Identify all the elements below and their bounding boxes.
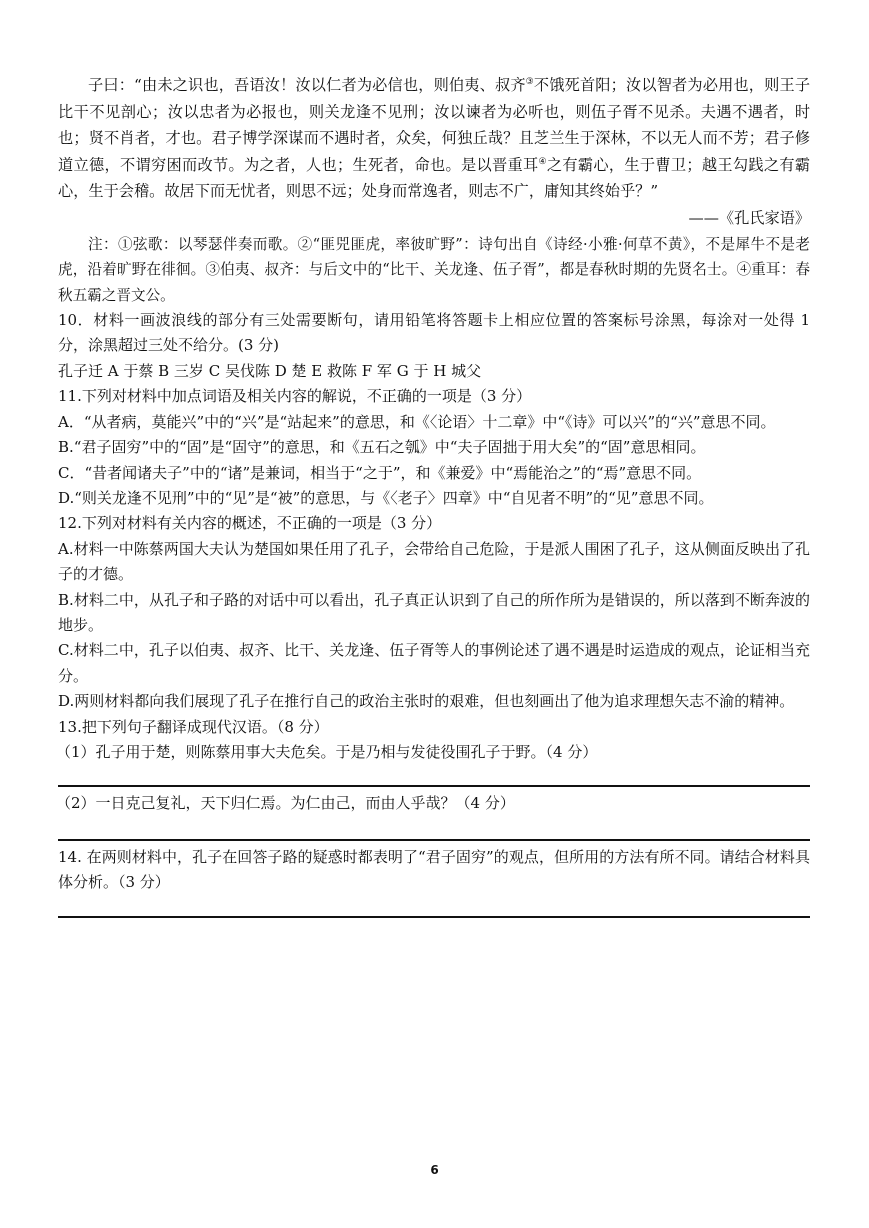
page-number: 6 <box>430 1163 439 1177</box>
footnote-marker-4: ④ <box>538 156 547 167</box>
passage-text-1: 子曰：“由未之识也，吾语汝！汝以仁者为必信也，则伯夷、叔齐 <box>88 76 526 94</box>
question-11: 11.下列对材料中加点词语及相关内容的解说，不正确的一项是（3 分） <box>58 387 532 406</box>
question-13-item-1: （1）孔子用于楚，则陈蔡用事大夫危矣。于是乃相与发徒役围孔子于野。（4 分） <box>56 742 598 761</box>
document-page <box>58 72 810 918</box>
question-11-option-c: C．“昔者闻诸夫子”中的“诸”是兼词，相当于“之于”，和《兼爱》中“焉能治之”的“焉”意思不同。 <box>58 463 702 482</box>
question-13: 13.把下列句子翻译成现代汉语。（8 分） <box>58 717 329 736</box>
question-11-option-a: A．“从者病，莫能兴”中的“兴”是“站起来”的意思，和《〈论语〉十二章》中“《诗》可以兴”的“兴”意思不同。 <box>58 412 776 431</box>
question-12-option-d: D.两则材料都向我们展现了孔子在推行自己的政治主张时的艰难，但也刻画出了他为追求理想矢志不渝的精神。 <box>58 692 795 711</box>
question-12-option-b: B.材料二中，从孔子和子路的对话中可以看出，孔子真正认识到了自己的所作所为是错误的，所以落到不断奔波的地步。 <box>58 590 810 634</box>
answer-line-3 <box>58 916 810 918</box>
question-14: 14. 在两则材料中，孔子在回答子路的疑惑时都表明了“君子固穷”的观点，但所用的方法有所不同。请结合材料具体分析。（3 分） <box>58 847 810 892</box>
question-13-item-2: （2）一日克己复礼，天下归仁焉。为仁由己，而由人乎哉？（4 分） <box>56 794 515 813</box>
question-11-option-d: D.“则关龙逢不见刑”中的“见”是“被”的意思，与《〈老子〉四章》中“自见者不明”的“见”意思不同。 <box>58 488 714 507</box>
passage-text-2: 不饿死首阳；汝以智者为必用也，则王子比干不见剖心；汝以忠者为必报也，则关龙逢不见刑；汝以谏者为必听也，则伍子胥不见杀。夫遇不遇者，时也；贤不肖者，才也。君子博学深谋而不遇时者，众矣，何独丘哉？且芝兰生于深林，不以无人而不芳；君子修道立德，不谓穷困而改节。为之者，人也；生死者，命也。是以晋重耳 <box>58 76 811 174</box>
source-citation: ——《孔氏家语》 <box>688 208 810 227</box>
footnote-marker-3: ③ <box>525 76 534 87</box>
passage-text-3: 之有霸心，生于曹卫；越王勾践之有霸心，生于会稽。故居下而无忧者，则思不远；处身而常逸者，则志不广，庸知其终始乎？” <box>58 155 811 201</box>
question-12-option-c: C.材料二中，孔子以伯夷、叔齐、比干、关龙逢、伍子胥等人的事例论述了遇不遇是时运造成的观点，论证相当充分。 <box>58 641 810 685</box>
question-12: 12.下列对材料有关内容的概述，不正确的一项是（3 分） <box>58 514 442 533</box>
question-10-sentence: 孔子迁 A 于蔡 B 三岁 C 吴伐陈 D 楚 E 救陈 F 军 G 于 H 城父 <box>58 361 482 380</box>
question-11-option-b: B.“君子固穷”中的“固”是“固守”的意思，和《五石之瓠》中“夫子固拙于用大矣”的“固”意思相同。 <box>58 438 706 457</box>
question-12-option-a: A.材料一中陈蔡两国大夫认为楚国如果任用了孔子，会带给自己危险，于是派人围困了孔子，这从侧面反映出了孔子的才德。 <box>58 539 810 584</box>
passage-paragraph <box>58 72 810 205</box>
annotation-notes: 注：①弦歌：以琴瑟伴奏而歌。②“匪兕匪虎，率彼旷野”：诗句出自《诗经·小雅·何草不黄》，不是犀牛不是老虎，沿着旷野在徘徊。③伯夷、叔齐：与后文中的“比干、关龙逢、伍子胥”，都是春秋时期的先贤名士。④重耳：春秋五霸之晋文公。 <box>58 235 810 304</box>
question-10: 10．材料一画波浪线的部分有三处需要断句，请用铅笔将答题卡上相应位置的答案标号涂黑，每涂对一处得 1 分，涂黑超过三处不给分。(3 分) <box>58 311 810 355</box>
